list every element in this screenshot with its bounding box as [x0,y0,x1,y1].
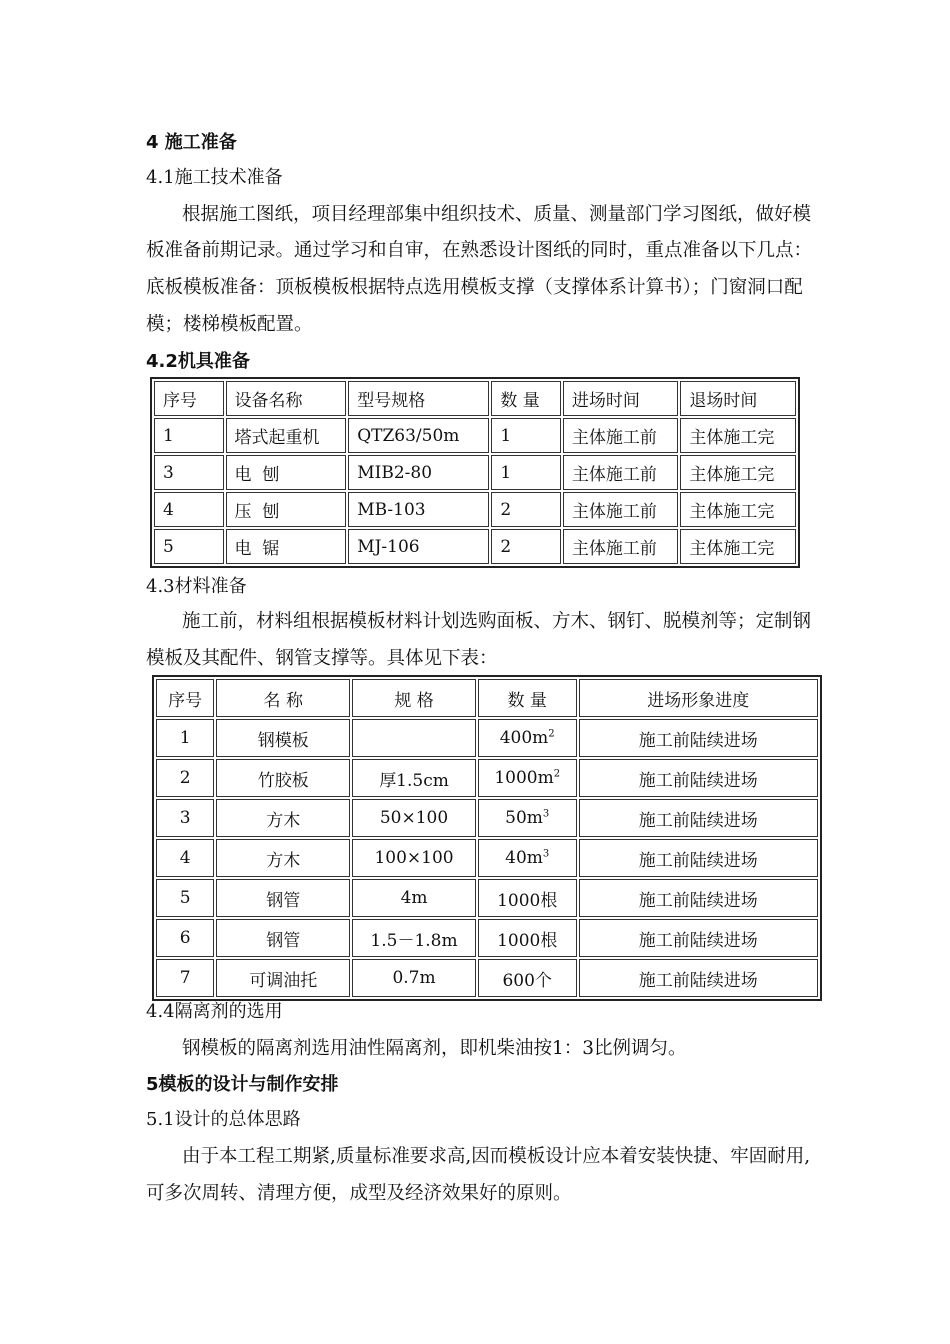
header-cell: 数 量 [478,679,577,717]
table-cell: 主体施工完 [680,455,796,490]
table-cell [478,839,577,877]
header-cell: 进场时间 [563,381,679,416]
header-cell: 设备名称 [226,381,347,416]
table-row [156,839,818,877]
table-cell: 1.5－1.8m [352,919,476,957]
table-cell: 施工前陆续进场 [579,879,819,917]
table-cell: 1 [154,418,224,453]
paragraph-4-3-line-2: 模板及其配件、钢管支撑等。具体见下表： [146,648,498,669]
header-cell: 规 格 [352,679,476,717]
header-cell: 数 量 [491,381,561,416]
table-cell: 1 [491,418,561,453]
table-cell: 施工前陆续进场 [579,759,819,797]
table-cell: 钢管 [216,879,350,917]
table-cell: 2 [156,759,214,797]
table-row [154,529,796,564]
paragraph-4-1-line-2: 板准备前期记录。通过学习和自审，在熟悉设计图纸的同时，重点准备以下几点： [146,240,813,261]
quantity-value: 40m [505,848,543,868]
heading-section-4: 4 施工准备 [146,132,237,153]
table-row [154,455,796,490]
table-cell: 1 [156,719,214,757]
table-cell: 4 [154,492,224,527]
table-cell: 可调油托 [216,959,350,997]
paragraph-4-3-line-1: 施工前，材料组根据模板材料计划选购面板、方木、钢钉、脱模剂等；定制钢 [182,611,812,632]
heading-5-1: 5.1设计的总体思路 [146,1109,301,1130]
table-cell: 1 [491,455,561,490]
table-cell: 施工前陆续进场 [579,719,819,757]
paragraph-4-4: 钢模板的隔离剂选用油性隔离剂，即机柴油按1：3比例调匀。 [182,1038,687,1059]
table-cell: 1000根 [478,919,577,957]
paragraph-4-1-line-3: 底板模板准备：顶板模板根据特点选用模板支撑（支撑体系计算书）；门窗洞口配 [146,277,803,298]
table-cell: 竹胶板 [216,759,350,797]
table-cell: 4 [156,839,214,877]
heading-4-1: 4.1施工技术准备 [146,167,283,188]
heading-4-4: 4.4隔离剂的选用 [146,1001,283,1022]
table-cell: 7 [156,959,214,997]
table-row [154,492,796,527]
table-cell [478,719,577,757]
table-cell: 2 [491,492,561,527]
table-cell: 压 刨 [226,492,347,527]
header-cell: 序号 [156,679,214,717]
table-cell: 主体施工完 [680,492,796,527]
table-cell: 施工前陆续进场 [579,919,819,957]
table-cell: 2 [491,529,561,564]
quantity-value: 50m [505,808,543,828]
table-row [156,719,818,757]
table-cell: 施工前陆续进场 [579,839,819,877]
table-cell: 电 锯 [226,529,347,564]
table-cell: 主体施工完 [680,418,796,453]
table-cell: 3 [156,799,214,837]
table-cell: 6 [156,919,214,957]
table-cell: 4m [352,879,476,917]
table-cell: 方木 [216,839,350,877]
heading-section-5: 5模板的设计与制作安排 [146,1074,339,1095]
heading-4-3: 4.3材料准备 [146,576,247,597]
table-cell: 3 [154,455,224,490]
table-cell: MIB2-80 [348,455,489,490]
table-row [154,418,796,453]
table-cell: MJ-106 [348,529,489,564]
table-cell: 钢模板 [216,719,350,757]
table-cell: 5 [154,529,224,564]
paragraph-4-1-line-4: 模；楼梯模板配置。 [146,314,313,335]
table-cell [478,799,577,837]
quantity-value: 400m [499,728,549,748]
table-cell: 施工前陆续进场 [579,799,819,837]
paragraph-4-1-line-1: 根据施工图纸，项目经理部集中组织技术、质量、测量部门学习图纸，做好模 [182,204,812,225]
table-header-row [154,381,796,416]
table-cell: 主体施工前 [563,492,679,527]
material-table [152,675,822,1001]
paragraph-5-1-line-1: 由于本工程工期紧,质量标准要求高,因而模板设计应本着安装快捷、牢固耐用, [182,1146,811,1167]
table-cell: 主体施工前 [563,455,679,490]
quantity-value: 1000m [494,768,554,788]
table-cell: 1000根 [478,879,577,917]
header-cell: 型号规格 [348,381,489,416]
unit-exponent: 3 [542,848,550,860]
table-cell: 50×100 [352,799,476,837]
table-cell: MB-103 [348,492,489,527]
unit-exponent: 2 [553,768,561,780]
table-row [156,759,818,797]
header-cell: 进场形象进度 [579,679,819,717]
table-row [156,799,818,837]
header-cell: 退场时间 [680,381,796,416]
table-cell: 600个 [478,959,577,997]
table-cell: 电 刨 [226,455,347,490]
table-header-row [156,679,818,717]
table-row [156,959,818,997]
paragraph-5-1-line-2: 可多次周转、清理方便，成型及经济效果好的原则。 [146,1183,572,1204]
table-cell: 主体施工完 [680,529,796,564]
header-cell: 名 称 [216,679,350,717]
table-cell: 施工前陆续进场 [579,959,819,997]
table-row [156,879,818,917]
table-cell: 0.7m [352,959,476,997]
table-cell: 5 [156,879,214,917]
equipment-table [150,377,800,568]
table-cell: 100×100 [352,839,476,877]
unit-exponent: 2 [548,728,555,740]
table-cell: QTZ63/50m [348,418,489,453]
unit-exponent: 3 [542,808,550,820]
header-cell: 序号 [154,381,224,416]
table-cell: 主体施工前 [563,418,679,453]
table-cell: 主体施工前 [563,529,679,564]
heading-4-2: 4.2机具准备 [146,351,250,372]
table-cell [478,759,577,797]
table-cell: 钢管 [216,919,350,957]
table-cell: 厚1.5cm [352,759,476,797]
table-cell: 塔式起重机 [226,418,347,453]
table-cell [352,719,476,757]
table-row [156,919,818,957]
table-cell: 方木 [216,799,350,837]
